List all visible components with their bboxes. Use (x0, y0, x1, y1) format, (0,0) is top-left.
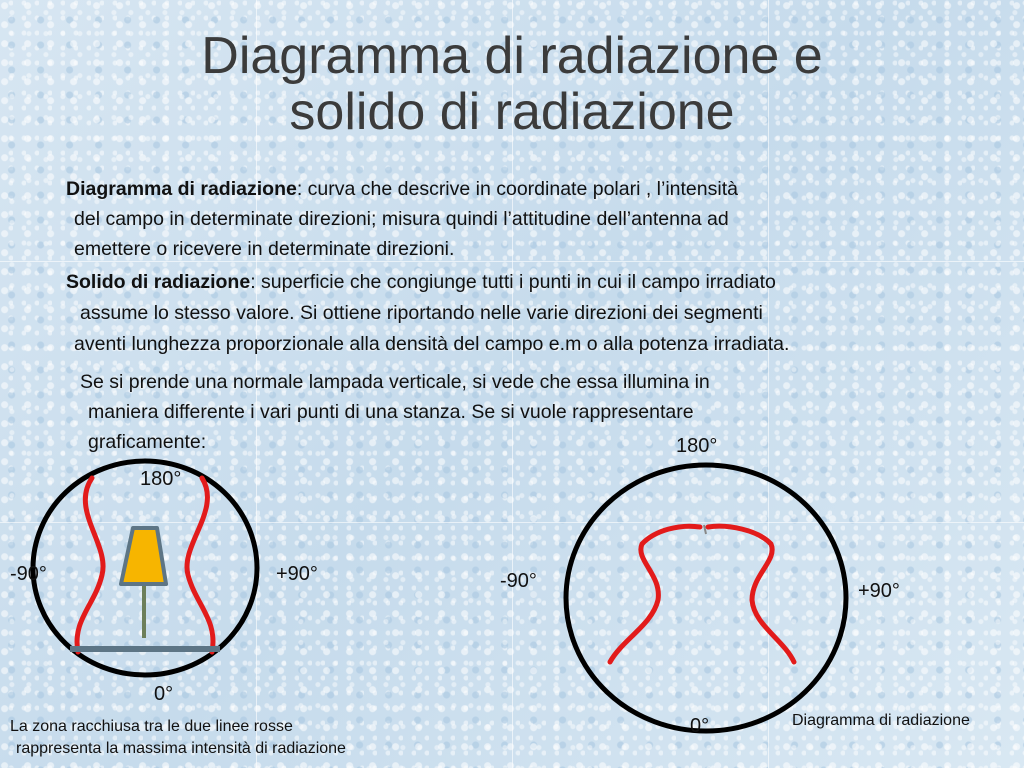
lamp-icon (70, 528, 220, 652)
left-diagram-caption-line1: La zona racchiusa tra le due linee rosse (10, 718, 293, 735)
lamp-text-line3: graficamente: (88, 431, 207, 453)
definition-solido-text: : superficie che congiunge tutti i punti in cui il campo irradiato (250, 271, 776, 293)
definition-solido-line2: assume lo stesso valore. Si ottiene riportando nelle varie direzioni dei segmenti (80, 302, 763, 324)
definition-diagramma-line3: emettere o ricevere in determinate direzioni. (74, 238, 455, 260)
right-diagram-label-180: 180° (676, 435, 718, 457)
left-diagram-label-180: 180° (140, 468, 182, 490)
definition-solido-line3: aventi lunghezza proporzionale alla densità del campo e.m o alla potenza irradiata. (74, 333, 790, 355)
slide-title-line2: solido di radiazione (289, 83, 735, 141)
lamp-shade (121, 528, 166, 584)
definition-solido-term: Solido di radiazione (66, 271, 251, 293)
right-diagram-label-minus90: -90° (500, 570, 537, 592)
lamp-base (70, 646, 220, 652)
slide-title-line1: Diagramma di radiazione e (201, 27, 823, 85)
right-diagram-circle (566, 465, 846, 731)
right-diagram-label-0: 0° (690, 715, 710, 737)
lamp-text-line1: Se si prende una normale lampada verticale, si vede che essa illumina in (80, 371, 710, 393)
left-diagram-left-curve (77, 478, 103, 652)
right-diagram-left-curve (610, 526, 700, 662)
definition-diagramma-term: Diagramma di radiazione (66, 178, 297, 200)
definition-diagramma-line2: del campo in determinate direzioni; misura quindi l’attitudine dell’antenna ad (74, 208, 729, 230)
left-diagram-label-minus90: -90° (10, 563, 47, 585)
lamp-text-line2: maniera differente i vari punti di una stanza. Se si vuole rappresentare (88, 401, 694, 423)
definition-diagramma-text: : curva che descrive in coordinate polari , l’intensità (296, 178, 738, 200)
left-diagram-label-0: 0° (154, 683, 174, 705)
left-diagram-caption-line2: rappresenta la massima intensità di radiazione (16, 740, 346, 757)
left-diagram-label-plus90: +90° (276, 563, 318, 585)
right-diagram-caption: Diagramma di radiazione (792, 712, 970, 729)
left-diagram-right-curve (187, 478, 213, 652)
right-diagram-label-plus90: +90° (858, 580, 900, 602)
right-diagram-right-curve (708, 526, 794, 662)
